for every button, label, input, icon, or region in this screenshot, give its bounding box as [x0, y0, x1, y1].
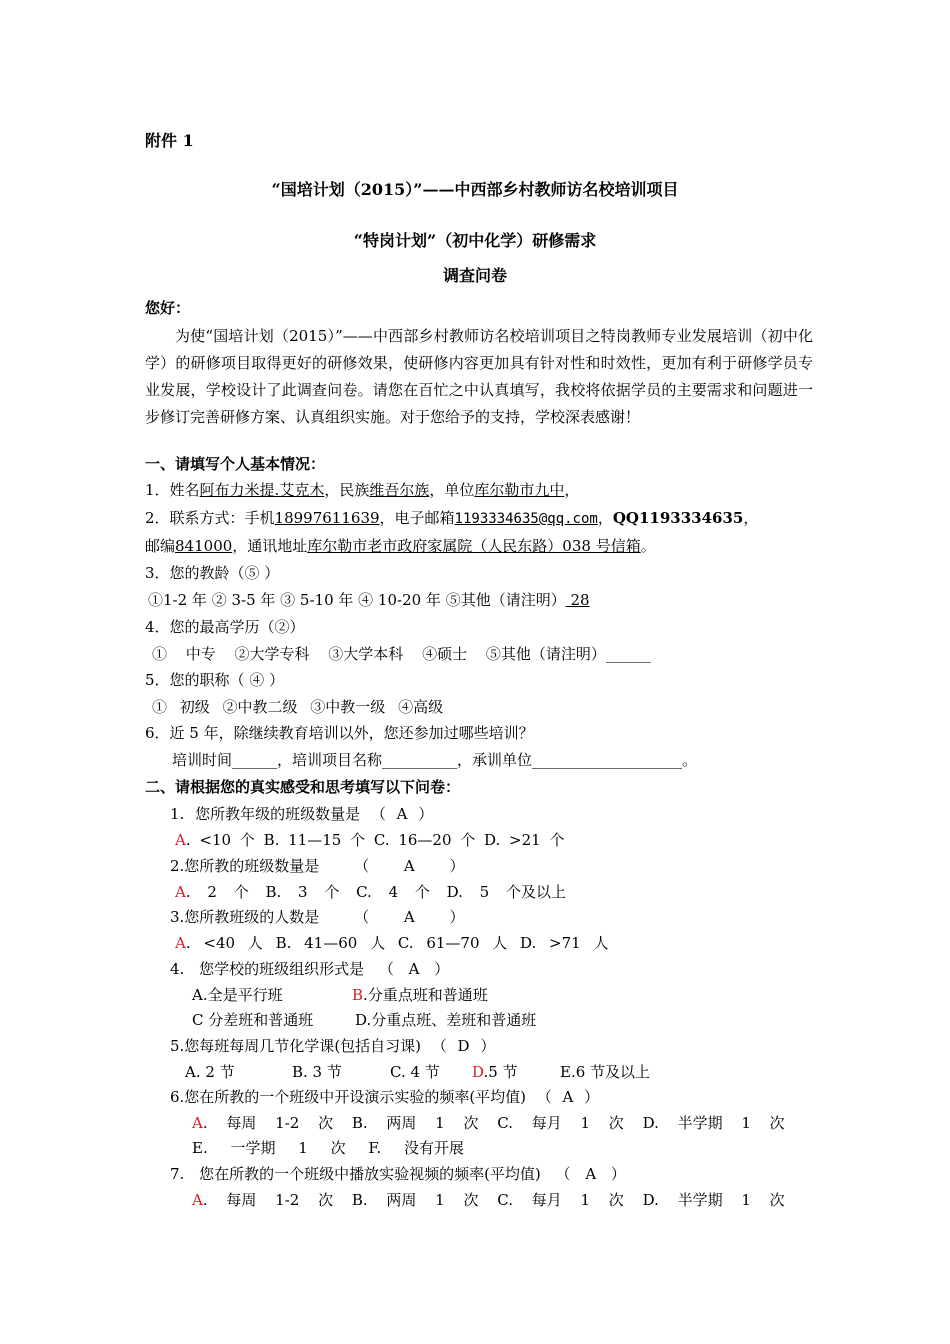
- s2-q4-answer-mark: B: [352, 986, 364, 1004]
- name-value: 阿布力米提.艾克木: [199, 481, 325, 499]
- q6-training: 6．近 5 年，除继续教育培训以外，您还参加过哪些培训？: [145, 724, 534, 742]
- phone-value: 18997611639: [274, 509, 380, 527]
- ethnicity-value: 维吾尔族: [369, 481, 430, 499]
- s2-q5-option-a: A. 2 节: [185, 1063, 235, 1081]
- s2-q2-options: A. 2 个 B. 3 个 C. 4 个 D. 5 个及以上: [175, 883, 566, 901]
- s2-q3-options: A. <40 人 B. 41—60 人 C. 61—70 人 D. >71 人: [175, 934, 609, 952]
- s2-q1-answer-mark: A: [175, 831, 186, 849]
- s2-q1: 1. 您所教年级的班级数量是 （ A ）: [170, 805, 434, 823]
- greeting: 您好：: [145, 299, 191, 317]
- s2-q5-answer-mark: D: [472, 1063, 484, 1081]
- s2-q5-option-e: E.6 节及以上: [560, 1063, 651, 1081]
- s2-q4-option-d: D.分重点班、差班和普通班: [355, 1011, 537, 1029]
- s2-q7-answer-mark: A: [192, 1191, 203, 1209]
- doc-title-line2: “特岗计划”（初中化学）研修需求: [353, 231, 597, 250]
- s2-q2-answer-mark: A: [175, 883, 186, 901]
- s2-q3: 3.您所教班级的人数是 （ A ）: [170, 908, 465, 926]
- annex-label: 附件 1: [145, 131, 194, 150]
- s2-q5-option-d: D.5 节: [472, 1063, 518, 1081]
- unit-value: 库尔勒市九中: [474, 481, 565, 499]
- qq-value: QQ1193334635: [612, 509, 744, 527]
- s2-q6: 6.您在所教的一个班级中开设演示实验的频率(平均值) （ A ）: [170, 1088, 600, 1106]
- doc-title-line3: 调查问卷: [442, 266, 507, 285]
- s2-q5-option-c: C. 4 节: [390, 1063, 440, 1081]
- s2-q6-answer-mark: A: [192, 1114, 203, 1132]
- q6-fill-line: 培训时间______，培训项目名称__________，承训单位____________________。: [172, 751, 698, 769]
- q5-title: 5．您的职称（ ④ ）: [145, 671, 285, 689]
- q3-answer: 28: [565, 591, 590, 609]
- q4-education: 4．您的最高学历（②）: [145, 618, 305, 636]
- email-value: 1193334635@qq.com: [454, 511, 598, 527]
- q4-options: ① 中专 ②大学专科 ③大学本科 ④硕士 ⑤其他（请注明）______: [152, 645, 651, 663]
- s2-q5: 5.您每班每周几节化学课(包括自习课) （ D ）: [170, 1037, 496, 1055]
- s2-q3-answer-mark: A: [175, 934, 186, 952]
- s2-q6-options-row2: E. 一学期 1 次 F. 没有开展: [192, 1139, 464, 1157]
- s2-q5-option-b: B. 3 节: [292, 1063, 342, 1081]
- section2-heading: 二、请根据您的真实感受和思考填写以下问卷：: [145, 778, 461, 796]
- s2-q4-option-c: C 分差班和普通班: [192, 1011, 314, 1029]
- q1-personal-info: 1．姓名阿布力米提.艾克木，民族维吾尔族，单位库尔勒市九中，: [145, 481, 580, 499]
- zip-value: 841000: [175, 537, 233, 555]
- s2-q6-options: A. 每周 1-2 次 B. 两周 1 次 C. 每月 1 次 D. 半学期 1 次: [192, 1114, 785, 1132]
- s2-q2: 2.您所教的班级数量是 （ A ）: [170, 857, 465, 875]
- q3-teaching-years: 3．您的教龄（⑤ ）: [145, 564, 280, 582]
- section1-heading: 一、请填写个人基本情况：: [145, 455, 326, 473]
- s2-q7-options: A. 每周 1-2 次 B. 两周 1 次 C. 每月 1 次 D. 半学期 1 次: [192, 1191, 785, 1209]
- q2-address: 邮编841000，通讯地址库尔勒市老市政府家属院（人民东路）038 号信箱。: [145, 537, 656, 555]
- s2-q4-option-a: A.全是平行班: [192, 986, 283, 1004]
- doc-title-line1: “国培计划（2015）”——中西部乡村教师访名校培训项目: [271, 180, 679, 199]
- q3-options: ①1-2 年 ② 3-5 年 ③ 5-10 年 ④ 10-20 年 ⑤其他（请注明） 28: [148, 591, 590, 609]
- s2-q7: 7. 您在所教的一个班级中播放实验视频的频率(平均值) （ A ）: [170, 1165, 626, 1183]
- address-value: 库尔勒市老市政府家属院（人民东路）038 号信箱: [307, 537, 641, 555]
- q5-options: ① 初级 ②中教二级 ③中教一级 ④高级: [152, 698, 444, 716]
- s2-q4: 4. 您学校的班级组织形式是 （ A ）: [170, 960, 450, 978]
- s2-q4-option-b: B.分重点班和普通班: [352, 986, 488, 1004]
- q2-contact: 2．联系方式：手机18997611639，电子邮箱1193334635@qq.com，QQ1193334635，: [145, 509, 759, 527]
- s2-q1-options: A. <10 个 B. 11—15 个 C. 16—20 个 D. >21 个: [175, 831, 565, 849]
- intro-paragraph: 为使“国培计划（2015）”——中西部乡村教师访名校培训项目之特岗教师专业发展培训（初中化学）的研修项目取得更好的研修效果，使研修内容更加具有针对性和时效性，更加有利于研修学员专业发展，学校设计了此调查问卷。请您在百忙之中认真填写，我校将依据学员的主要需求和问题进一步修订完善研修方案、认真组织实施。对于您给予的支持，学校深表感谢！: [145, 327, 813, 426]
